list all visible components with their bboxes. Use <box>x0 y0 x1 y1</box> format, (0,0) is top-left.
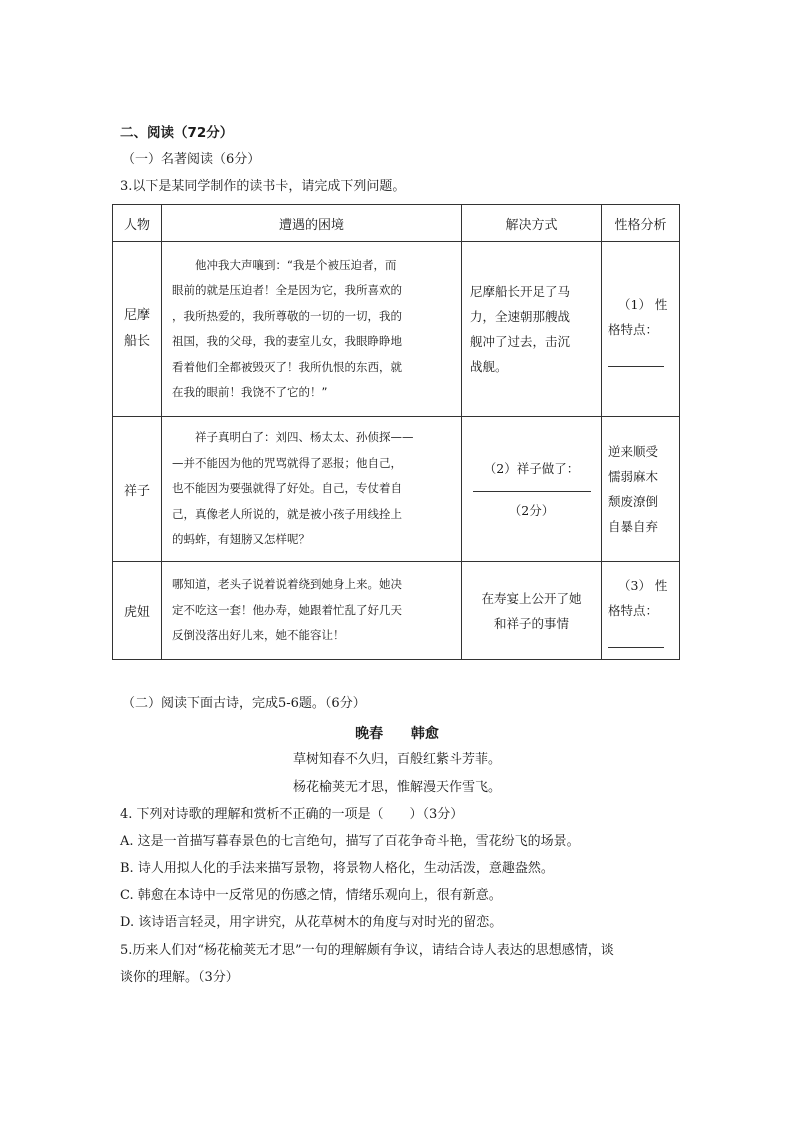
situation-line: 他冲我大声嚷到：“我是个被压迫者，而 <box>195 257 397 272</box>
score-note: （2分） <box>508 502 555 518</box>
character-name-line: 尼摩 <box>123 308 150 323</box>
solution-line: （2）祥子做了： <box>483 460 580 476</box>
personality-line: 懦弱麻木 <box>608 469 659 484</box>
situation-line: 在我的眼前！我饶不了它的！” <box>172 385 328 399</box>
situation-line: 己，真像老人所说的，就是被小孩子用线拴上 <box>172 506 402 521</box>
poem-line: 杨花榆荚无才思，惟解漫天作雪飞。 <box>292 780 501 795</box>
situation-line: 哪知道，老头子说着说着绕到她身上来。她决 <box>172 577 402 592</box>
personality-line: 逆来顺受 <box>608 444 659 459</box>
option-a: A. 这是一首描写暮春景色的七言绝句，描写了百花争奇斗艳，雪花纷飞的场景。 <box>120 834 580 849</box>
question-5-line: 5.历来人们对“杨花榆荚无才思”一句的理解颇有争议，请结合诗人表达的思想感情，谈 <box>120 943 614 958</box>
option-c: C. 韩愈在本诗中一反常见的伤感之情，情绪乐观向上，很有新意。 <box>120 888 502 903</box>
situation-line: 看着他们全都被毁灭了！我所仇恨的东西，就 <box>172 359 402 374</box>
personality-cell <box>602 417 680 562</box>
poem-line: 草树知春不久归，百般红紫斗芳菲。 <box>292 752 501 767</box>
personality-line: （3） 性 <box>618 578 668 593</box>
table-row <box>113 242 680 417</box>
solution-line: 战舰。 <box>470 359 508 374</box>
solution-cell <box>462 242 602 417</box>
situation-line: 反倒没落出好儿来，她不能容让！ <box>172 628 345 643</box>
solution-line: 和祥子的事情 <box>493 615 569 631</box>
personality-cell <box>602 562 680 660</box>
question-3: 3.以下是某同学制作的读书卡，请完成下列问题。 <box>120 179 406 194</box>
question-4: 4. 下列对诗歌的理解和赏析不正确的一项是（ ）（3分） <box>120 807 464 822</box>
poem-title: 晚春 <box>355 726 384 742</box>
header-situation: 遭遇的困境 <box>162 205 462 242</box>
solution-cell <box>462 562 602 660</box>
situation-line: ，我所热爱的，我所尊敬的一切的一切，我的 <box>172 308 402 323</box>
character-name-cell <box>113 242 162 417</box>
header-personality: 性格分析 <box>602 205 680 242</box>
situation-line: —并不能因为他的咒骂就得了恶报；他自己， <box>172 455 402 470</box>
situation-cell <box>162 242 462 417</box>
situation-line: 也不能因为要强就得了好处。自己，专仗着自 <box>172 481 402 496</box>
section-title: 二、阅读（72分） <box>120 125 234 141</box>
personality-line: 格特点： <box>608 321 659 337</box>
table-header-row <box>113 205 680 242</box>
character-name-line: 祥子 <box>123 483 150 499</box>
character-name-cell <box>113 562 162 660</box>
situation-line: 祖国，我的父母，我的妻室儿女，我眼睁睁地 <box>172 334 402 348</box>
character-name-line: 虎妞 <box>123 605 150 620</box>
situation-cell <box>162 562 462 660</box>
header-solution: 解决方式 <box>462 205 602 242</box>
situation-line: 的蚂蚱，有翅膀又怎样呢？ <box>172 532 310 547</box>
header-character: 人物 <box>113 205 162 242</box>
solution-cell <box>462 417 602 562</box>
option-d: D. 该诗语言轻灵，用字讲究，从花草树木的角度与对时光的留恋。 <box>120 915 503 930</box>
situation-cell <box>162 417 462 562</box>
subsection-poem: （二）阅读下面古诗，完成5-6题。（6分） <box>122 696 366 711</box>
solution-line: 舰冲了过去，击沉 <box>470 334 571 349</box>
personality-line: 颓废潦倒 <box>608 494 659 509</box>
solution-line: 力，全速朝那艘战 <box>470 309 571 324</box>
option-b: B. 诗人用拟人化的手法来描写景物，将景物人格化，生动活泼，意趣盎然。 <box>120 861 554 876</box>
personality-line: 自暴自弃 <box>608 519 659 534</box>
solution-line: 尼摩船长开足了马 <box>470 284 571 299</box>
solution-line: 在寿宴上公开了她 <box>481 590 582 606</box>
personality-cell <box>602 242 680 417</box>
answer-blank[interactable] <box>473 491 591 492</box>
character-name-line: 船长 <box>123 334 150 349</box>
table-row <box>113 417 680 562</box>
character-name-cell <box>113 417 162 562</box>
answer-blank[interactable] <box>608 646 664 648</box>
subsection-famous-works: （一）名著阅读（6分） <box>122 152 261 167</box>
poem-author: 韩愈 <box>410 726 439 742</box>
reading-card-table <box>112 204 680 660</box>
table-row <box>113 562 680 660</box>
personality-line: 格特点： <box>608 603 659 618</box>
situation-line: 眼前的就是压迫者！全是因为它，我所喜欢的 <box>172 283 402 297</box>
personality-line: （1） 性 <box>618 296 668 312</box>
question-5-line: 谈你的理解。（3分） <box>120 970 239 985</box>
situation-line: 祥子真明白了：刘四、杨太太、孙侦探—— <box>195 430 414 445</box>
situation-line: 定不吃这一套！他办寿，她跟着忙乱了好几天 <box>172 602 402 617</box>
answer-blank[interactable] <box>608 365 664 367</box>
poem-heading <box>0 723 794 743</box>
